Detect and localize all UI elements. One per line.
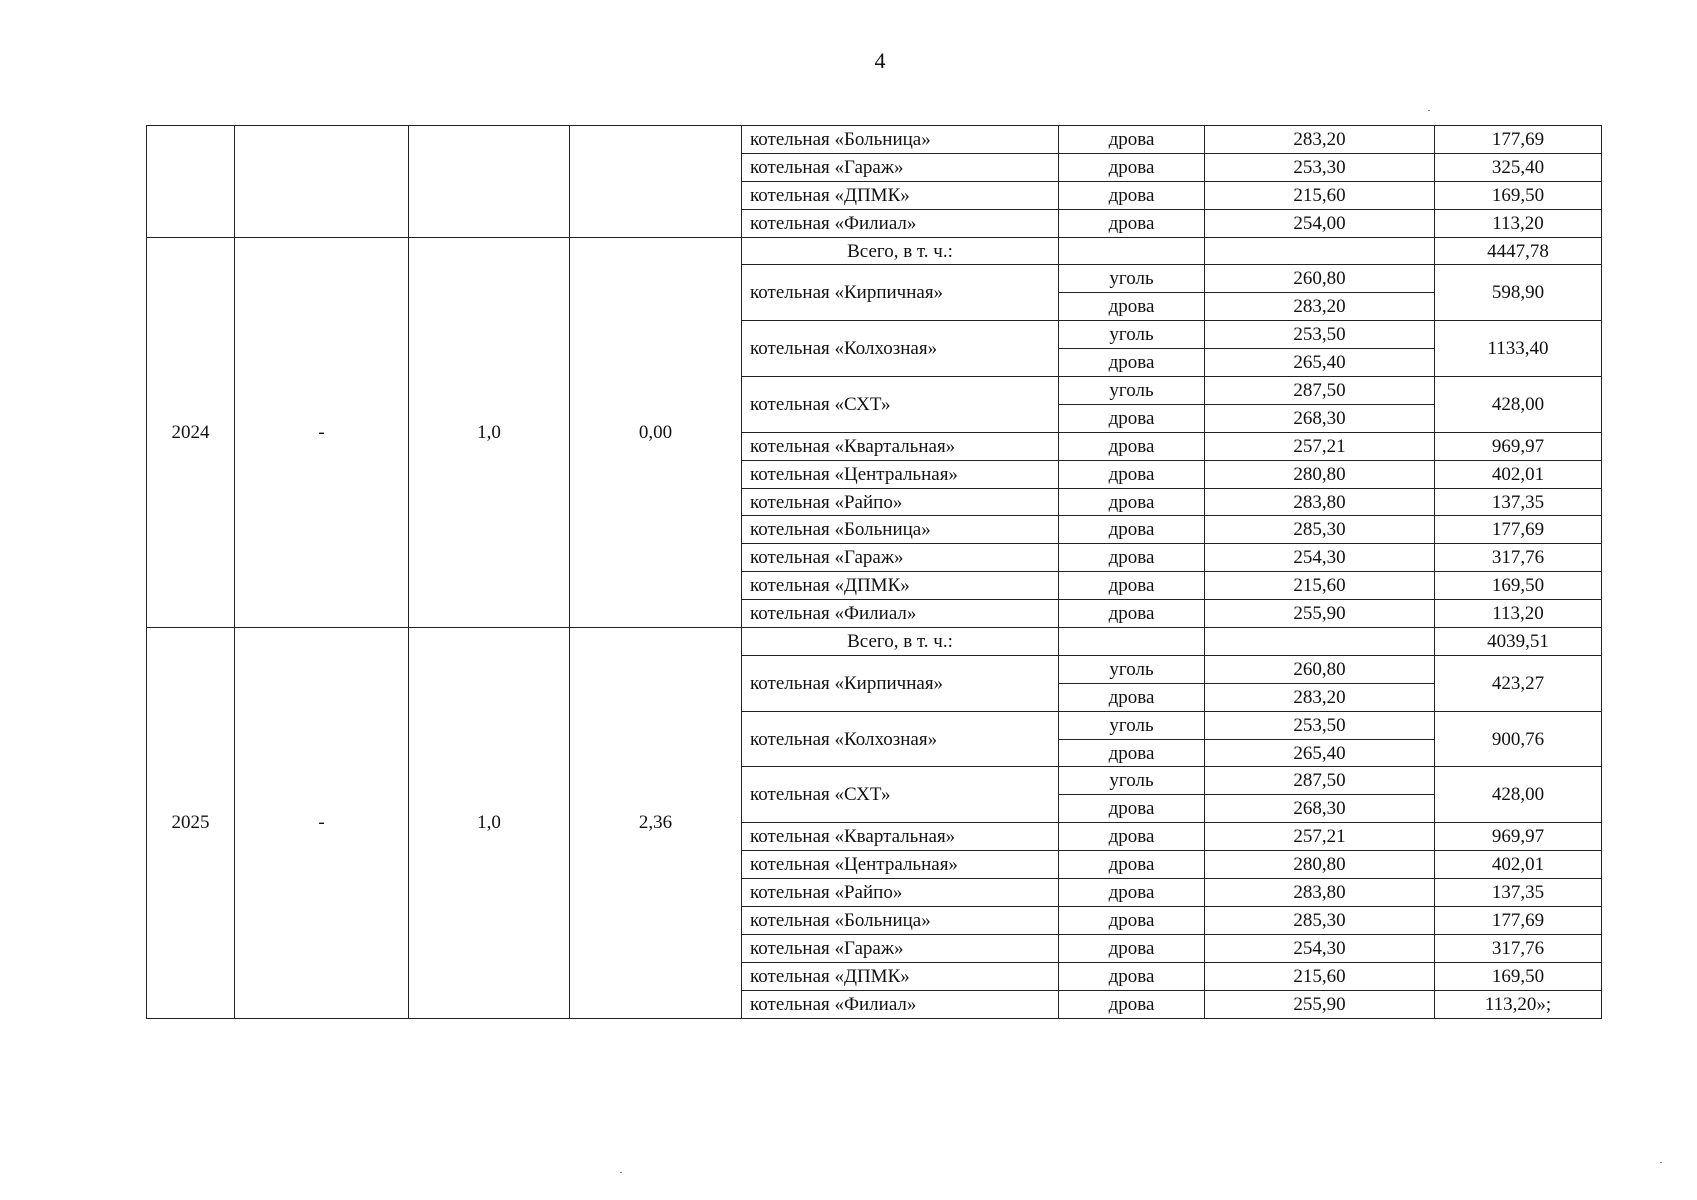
fuel-type: дрова xyxy=(1059,126,1205,154)
fuel-type: дрова xyxy=(1059,293,1205,321)
boiler-name: котельная «Колхозная» xyxy=(742,321,1059,377)
tariff-value: 253,50 xyxy=(1205,321,1435,349)
tariff-table xyxy=(146,125,1602,1019)
table-row xyxy=(147,126,1602,154)
tariff-value: 215,60 xyxy=(1205,962,1435,990)
fuel-type: дрова xyxy=(1059,600,1205,628)
volume-value: 428,00 xyxy=(1435,767,1602,823)
volume-value: 137,35 xyxy=(1435,488,1602,516)
tariff-value: 280,80 xyxy=(1205,851,1435,879)
fuel-type: уголь xyxy=(1059,377,1205,405)
boiler-name: котельная «Колхозная» xyxy=(742,711,1059,767)
boiler-name: котельная «СХТ» xyxy=(742,377,1059,433)
page-number: 4 xyxy=(874,48,886,73)
boiler-name: котельная «Больница» xyxy=(742,516,1059,544)
volume-value: 402,01 xyxy=(1435,460,1602,488)
volume-value: 169,50 xyxy=(1435,572,1602,600)
boiler-name: котельная «Гараж» xyxy=(742,544,1059,572)
empty-cell xyxy=(570,126,742,238)
tariff-value: 254,30 xyxy=(1205,544,1435,572)
block-value: 0,00 xyxy=(570,237,742,627)
volume-value: 317,76 xyxy=(1435,934,1602,962)
tariff-value: 260,80 xyxy=(1205,265,1435,293)
boiler-name: котельная «Гараж» xyxy=(742,153,1059,181)
total-label: Всего, в т. ч.: xyxy=(742,628,1059,656)
tariff-value: 285,30 xyxy=(1205,516,1435,544)
total-label: Всего, в т. ч.: xyxy=(742,237,1059,265)
scan-speck xyxy=(1428,110,1430,111)
tariff-value: 268,30 xyxy=(1205,795,1435,823)
fuel-type: дрова xyxy=(1059,432,1205,460)
boiler-name: котельная «Филиал» xyxy=(742,990,1059,1018)
fuel-type: дрова xyxy=(1059,990,1205,1018)
empty-cell xyxy=(1205,628,1435,656)
volume-value: 317,76 xyxy=(1435,544,1602,572)
volume-value: 169,50 xyxy=(1435,962,1602,990)
boiler-name: котельная «Филиал» xyxy=(742,209,1059,237)
total-volume: 4447,78 xyxy=(1435,237,1602,265)
fuel-type: дрова xyxy=(1059,906,1205,934)
empty-year-cell xyxy=(147,126,235,238)
fuel-type: дрова xyxy=(1059,879,1205,907)
volume-value: 113,20 xyxy=(1435,600,1602,628)
volume-value: 423,27 xyxy=(1435,655,1602,711)
scan-speck xyxy=(1660,1162,1662,1163)
fuel-type: дрова xyxy=(1059,488,1205,516)
volume-value: 900,76 xyxy=(1435,711,1602,767)
total-volume: 4039,51 xyxy=(1435,628,1602,656)
block-value: 2,36 xyxy=(570,628,742,1018)
boiler-name: котельная «Больница» xyxy=(742,906,1059,934)
tariff-value: 257,21 xyxy=(1205,823,1435,851)
tariff-value: 283,80 xyxy=(1205,488,1435,516)
year-cell: 2024 xyxy=(147,237,235,627)
fuel-type: дрова xyxy=(1059,851,1205,879)
boiler-name: котельная «ДПМК» xyxy=(742,962,1059,990)
tariff-value: 287,50 xyxy=(1205,377,1435,405)
block-value: 1,0 xyxy=(409,628,570,1018)
tariff-value: 255,90 xyxy=(1205,990,1435,1018)
tariff-value: 283,20 xyxy=(1205,293,1435,321)
empty-cell xyxy=(235,126,409,238)
fuel-type: дрова xyxy=(1059,739,1205,767)
boiler-name: котельная «ДПМК» xyxy=(742,181,1059,209)
boiler-name: котельная «СХТ» xyxy=(742,767,1059,823)
empty-cell xyxy=(1205,237,1435,265)
tariff-value: 287,50 xyxy=(1205,767,1435,795)
volume-value: 113,20 xyxy=(1435,209,1602,237)
fuel-type: дрова xyxy=(1059,153,1205,181)
boiler-name: котельная «Райпо» xyxy=(742,488,1059,516)
fuel-type: дрова xyxy=(1059,349,1205,377)
boiler-name: котельная «Центральная» xyxy=(742,460,1059,488)
fuel-type: уголь xyxy=(1059,767,1205,795)
volume-value: 402,01 xyxy=(1435,851,1602,879)
volume-value: 428,00 xyxy=(1435,377,1602,433)
boiler-name: котельная «Квартальная» xyxy=(742,432,1059,460)
empty-cell xyxy=(1059,628,1205,656)
boiler-name: котельная «ДПМК» xyxy=(742,572,1059,600)
boiler-name: котельная «Больница» xyxy=(742,126,1059,154)
tariff-value: 257,21 xyxy=(1205,432,1435,460)
block-value: - xyxy=(235,628,409,1018)
fuel-type: дрова xyxy=(1059,683,1205,711)
fuel-type: дрова xyxy=(1059,404,1205,432)
fuel-type: дрова xyxy=(1059,181,1205,209)
boiler-name: котельная «Квартальная» xyxy=(742,823,1059,851)
volume-value: 177,69 xyxy=(1435,906,1602,934)
fuel-type: дрова xyxy=(1059,516,1205,544)
fuel-type: дрова xyxy=(1059,209,1205,237)
boiler-name: котельная «Кирпичная» xyxy=(742,655,1059,711)
fuel-type: дрова xyxy=(1059,962,1205,990)
tariff-value: 268,30 xyxy=(1205,404,1435,432)
tariff-value: 254,30 xyxy=(1205,934,1435,962)
boiler-name: котельная «Гараж» xyxy=(742,934,1059,962)
year-cell: 2025 xyxy=(147,628,235,1018)
volume-value: 1133,40 xyxy=(1435,321,1602,377)
scan-speck xyxy=(620,1172,622,1173)
tariff-value: 260,80 xyxy=(1205,655,1435,683)
tariff-value: 283,80 xyxy=(1205,879,1435,907)
fuel-type: уголь xyxy=(1059,711,1205,739)
tariff-table-body xyxy=(147,126,1602,1019)
tariff-value: 254,00 xyxy=(1205,209,1435,237)
block-value: 1,0 xyxy=(409,237,570,627)
volume-value: 137,35 xyxy=(1435,879,1602,907)
volume-value: 325,40 xyxy=(1435,153,1602,181)
tariff-value: 255,90 xyxy=(1205,600,1435,628)
empty-cell xyxy=(409,126,570,238)
volume-value: 177,69 xyxy=(1435,126,1602,154)
fuel-type: дрова xyxy=(1059,544,1205,572)
volume-value: 598,90 xyxy=(1435,265,1602,321)
fuel-type: дрова xyxy=(1059,572,1205,600)
tariff-value: 253,50 xyxy=(1205,711,1435,739)
boiler-name: котельная «Центральная» xyxy=(742,851,1059,879)
tariff-value: 280,80 xyxy=(1205,460,1435,488)
fuel-type: дрова xyxy=(1059,934,1205,962)
volume-value: 969,97 xyxy=(1435,823,1602,851)
boiler-name: котельная «Филиал» xyxy=(742,600,1059,628)
volume-value: 969,97 xyxy=(1435,432,1602,460)
boiler-name: котельная «Райпо» xyxy=(742,879,1059,907)
fuel-type: уголь xyxy=(1059,265,1205,293)
empty-cell xyxy=(1059,237,1205,265)
block-value: - xyxy=(235,237,409,627)
fuel-type: уголь xyxy=(1059,655,1205,683)
table-row xyxy=(147,237,1602,265)
volume-value: 169,50 xyxy=(1435,181,1602,209)
boiler-name: котельная «Кирпичная» xyxy=(742,265,1059,321)
tariff-value: 283,20 xyxy=(1205,683,1435,711)
tariff-value: 285,30 xyxy=(1205,906,1435,934)
tariff-value: 265,40 xyxy=(1205,739,1435,767)
tariff-value: 265,40 xyxy=(1205,349,1435,377)
fuel-type: уголь xyxy=(1059,321,1205,349)
volume-value: 113,20»; xyxy=(1435,990,1602,1018)
fuel-type: дрова xyxy=(1059,823,1205,851)
tariff-value: 253,30 xyxy=(1205,153,1435,181)
tariff-value: 215,60 xyxy=(1205,572,1435,600)
table-row xyxy=(147,628,1602,656)
tariff-value: 215,60 xyxy=(1205,181,1435,209)
volume-value: 177,69 xyxy=(1435,516,1602,544)
fuel-type: дрова xyxy=(1059,795,1205,823)
fuel-type: дрова xyxy=(1059,460,1205,488)
tariff-value: 283,20 xyxy=(1205,126,1435,154)
